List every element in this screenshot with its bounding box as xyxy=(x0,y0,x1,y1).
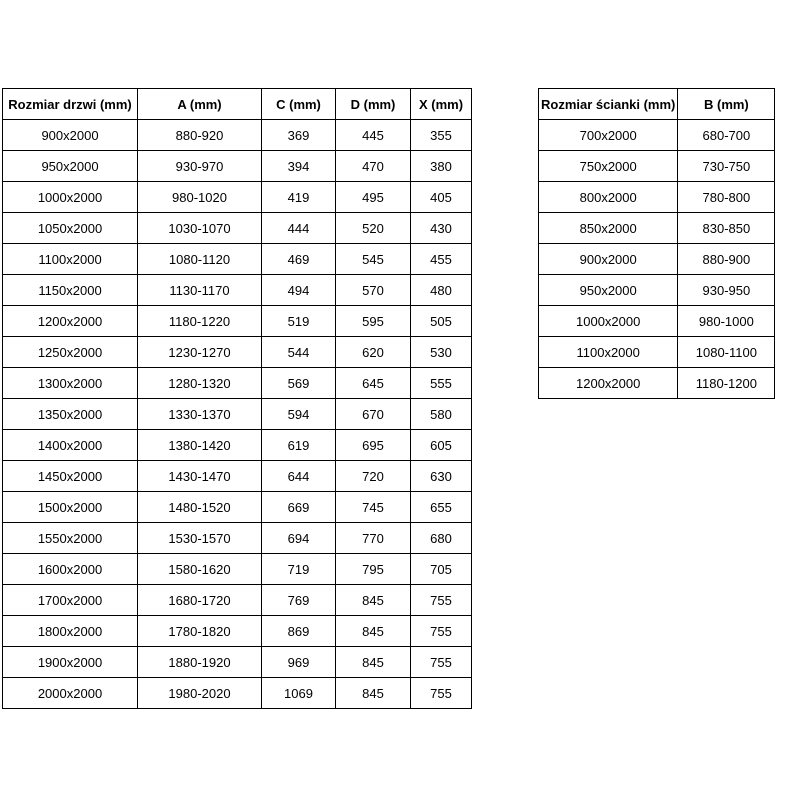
table-cell: 1000x2000 xyxy=(539,306,678,337)
table-row xyxy=(3,399,472,430)
table-row xyxy=(3,492,472,523)
table-cell: 800x2000 xyxy=(539,182,678,213)
table-cell: 469 xyxy=(262,244,336,275)
table-cell: 655 xyxy=(411,492,472,523)
table-cell: 880-920 xyxy=(138,120,262,151)
table-cell: 570 xyxy=(336,275,411,306)
column-header: C (mm) xyxy=(262,89,336,120)
table-cell: 680-700 xyxy=(678,120,775,151)
table-cell: 769 xyxy=(262,585,336,616)
table-cell: 644 xyxy=(262,461,336,492)
table-cell: 845 xyxy=(336,647,411,678)
table-row xyxy=(3,554,472,585)
table-cell: 930-970 xyxy=(138,151,262,182)
table-cell: 380 xyxy=(411,151,472,182)
door-size-table xyxy=(2,88,472,709)
table-cell: 755 xyxy=(411,585,472,616)
table-cell: 519 xyxy=(262,306,336,337)
table-cell: 1350x2000 xyxy=(3,399,138,430)
table-cell: 1380-1420 xyxy=(138,430,262,461)
table-cell: 445 xyxy=(336,120,411,151)
table-cell: 780-800 xyxy=(678,182,775,213)
table-cell: 980-1000 xyxy=(678,306,775,337)
table-cell: 930-950 xyxy=(678,275,775,306)
column-header: Rozmiar ścianki (mm) xyxy=(539,89,678,120)
table-cell: 1180-1220 xyxy=(138,306,262,337)
table-cell: 495 xyxy=(336,182,411,213)
table-cell: 730-750 xyxy=(678,151,775,182)
table-cell: 645 xyxy=(336,368,411,399)
table-cell: 755 xyxy=(411,616,472,647)
table-row xyxy=(539,306,775,337)
table-cell: 494 xyxy=(262,275,336,306)
header-row xyxy=(3,89,472,120)
table-cell: 620 xyxy=(336,337,411,368)
table-cell: 355 xyxy=(411,120,472,151)
table-cell: 900x2000 xyxy=(3,120,138,151)
table-row xyxy=(3,523,472,554)
table-row xyxy=(3,151,472,182)
table-row xyxy=(3,585,472,616)
table-cell: 430 xyxy=(411,213,472,244)
table-row xyxy=(539,120,775,151)
table-cell: 669 xyxy=(262,492,336,523)
table-cell: 369 xyxy=(262,120,336,151)
table-cell: 845 xyxy=(336,678,411,709)
table-row xyxy=(3,616,472,647)
table-cell: 630 xyxy=(411,461,472,492)
table-cell: 1450x2000 xyxy=(3,461,138,492)
table-cell: 1480-1520 xyxy=(138,492,262,523)
table-cell: 755 xyxy=(411,647,472,678)
table-cell: 1580-1620 xyxy=(138,554,262,585)
table-cell: 969 xyxy=(262,647,336,678)
table-cell: 1080-1100 xyxy=(678,337,775,368)
table-row xyxy=(3,368,472,399)
table-cell: 869 xyxy=(262,616,336,647)
table-cell: 1900x2000 xyxy=(3,647,138,678)
table-cell: 770 xyxy=(336,523,411,554)
table-cell: 419 xyxy=(262,182,336,213)
table-cell: 1780-1820 xyxy=(138,616,262,647)
table-cell: 1230-1270 xyxy=(138,337,262,368)
table-cell: 1180-1200 xyxy=(678,368,775,399)
table-cell: 470 xyxy=(336,151,411,182)
table-cell: 1080-1120 xyxy=(138,244,262,275)
table-cell: 1030-1070 xyxy=(138,213,262,244)
table-cell: 405 xyxy=(411,182,472,213)
table-cell: 1430-1470 xyxy=(138,461,262,492)
table-row xyxy=(3,337,472,368)
table-cell: 795 xyxy=(336,554,411,585)
table-row xyxy=(539,151,775,182)
table-cell: 480 xyxy=(411,275,472,306)
table-cell: 569 xyxy=(262,368,336,399)
table-cell: 555 xyxy=(411,368,472,399)
table-cell: 1200x2000 xyxy=(3,306,138,337)
wall-size-table xyxy=(538,88,775,399)
table-cell: 845 xyxy=(336,616,411,647)
table-cell: 670 xyxy=(336,399,411,430)
table-cell: 1800x2000 xyxy=(3,616,138,647)
table-cell: 900x2000 xyxy=(539,244,678,275)
table-cell: 595 xyxy=(336,306,411,337)
table-row xyxy=(3,430,472,461)
table-cell: 544 xyxy=(262,337,336,368)
table-cell: 1550x2000 xyxy=(3,523,138,554)
column-header: D (mm) xyxy=(336,89,411,120)
table-cell: 2000x2000 xyxy=(3,678,138,709)
table-cell: 455 xyxy=(411,244,472,275)
column-header: B (mm) xyxy=(678,89,775,120)
table-cell: 845 xyxy=(336,585,411,616)
table-cell: 719 xyxy=(262,554,336,585)
table-cell: 1700x2000 xyxy=(3,585,138,616)
table-cell: 1130-1170 xyxy=(138,275,262,306)
table-cell: 700x2000 xyxy=(539,120,678,151)
table-cell: 755 xyxy=(411,678,472,709)
table-cell: 750x2000 xyxy=(539,151,678,182)
table-cell: 505 xyxy=(411,306,472,337)
table-cell: 1400x2000 xyxy=(3,430,138,461)
header-row xyxy=(539,89,775,120)
table-cell: 580 xyxy=(411,399,472,430)
table-cell: 1880-1920 xyxy=(138,647,262,678)
table-row xyxy=(539,213,775,244)
table-cell: 1530-1570 xyxy=(138,523,262,554)
table-cell: 520 xyxy=(336,213,411,244)
table-cell: 530 xyxy=(411,337,472,368)
table-row xyxy=(539,182,775,213)
table-cell: 1100x2000 xyxy=(539,337,678,368)
table-row xyxy=(3,213,472,244)
table-cell: 720 xyxy=(336,461,411,492)
table-cell: 830-850 xyxy=(678,213,775,244)
table-cell: 1300x2000 xyxy=(3,368,138,399)
table-row xyxy=(3,120,472,151)
table-cell: 980-1020 xyxy=(138,182,262,213)
table-row xyxy=(539,275,775,306)
table-cell: 594 xyxy=(262,399,336,430)
table-cell: 1500x2000 xyxy=(3,492,138,523)
table-cell: 1680-1720 xyxy=(138,585,262,616)
table-cell: 619 xyxy=(262,430,336,461)
table-row xyxy=(3,647,472,678)
table-cell: 1150x2000 xyxy=(3,275,138,306)
table-cell: 745 xyxy=(336,492,411,523)
table-row xyxy=(539,244,775,275)
table-cell: 444 xyxy=(262,213,336,244)
table-row xyxy=(3,244,472,275)
table-cell: 950x2000 xyxy=(539,275,678,306)
table-cell: 950x2000 xyxy=(3,151,138,182)
table-row xyxy=(3,678,472,709)
table-row xyxy=(3,182,472,213)
table-cell: 1000x2000 xyxy=(3,182,138,213)
table-cell: 1250x2000 xyxy=(3,337,138,368)
table-cell: 545 xyxy=(336,244,411,275)
table-cell: 605 xyxy=(411,430,472,461)
table-cell: 1069 xyxy=(262,678,336,709)
table-row xyxy=(539,368,775,399)
table-row xyxy=(3,306,472,337)
table-cell: 705 xyxy=(411,554,472,585)
table-cell: 1600x2000 xyxy=(3,554,138,585)
table-cell: 1280-1320 xyxy=(138,368,262,399)
table-cell: 1330-1370 xyxy=(138,399,262,430)
column-header: A (mm) xyxy=(138,89,262,120)
table-cell: 1200x2000 xyxy=(539,368,678,399)
column-header: X (mm) xyxy=(411,89,472,120)
table-cell: 694 xyxy=(262,523,336,554)
table-cell: 1100x2000 xyxy=(3,244,138,275)
column-header: Rozmiar drzwi (mm) xyxy=(3,89,138,120)
table-cell: 680 xyxy=(411,523,472,554)
table-cell: 850x2000 xyxy=(539,213,678,244)
table-row xyxy=(539,337,775,368)
table-cell: 1050x2000 xyxy=(3,213,138,244)
table-row xyxy=(3,275,472,306)
table-cell: 394 xyxy=(262,151,336,182)
table-row xyxy=(3,461,472,492)
table-cell: 880-900 xyxy=(678,244,775,275)
table-cell: 695 xyxy=(336,430,411,461)
table-cell: 1980-2020 xyxy=(138,678,262,709)
